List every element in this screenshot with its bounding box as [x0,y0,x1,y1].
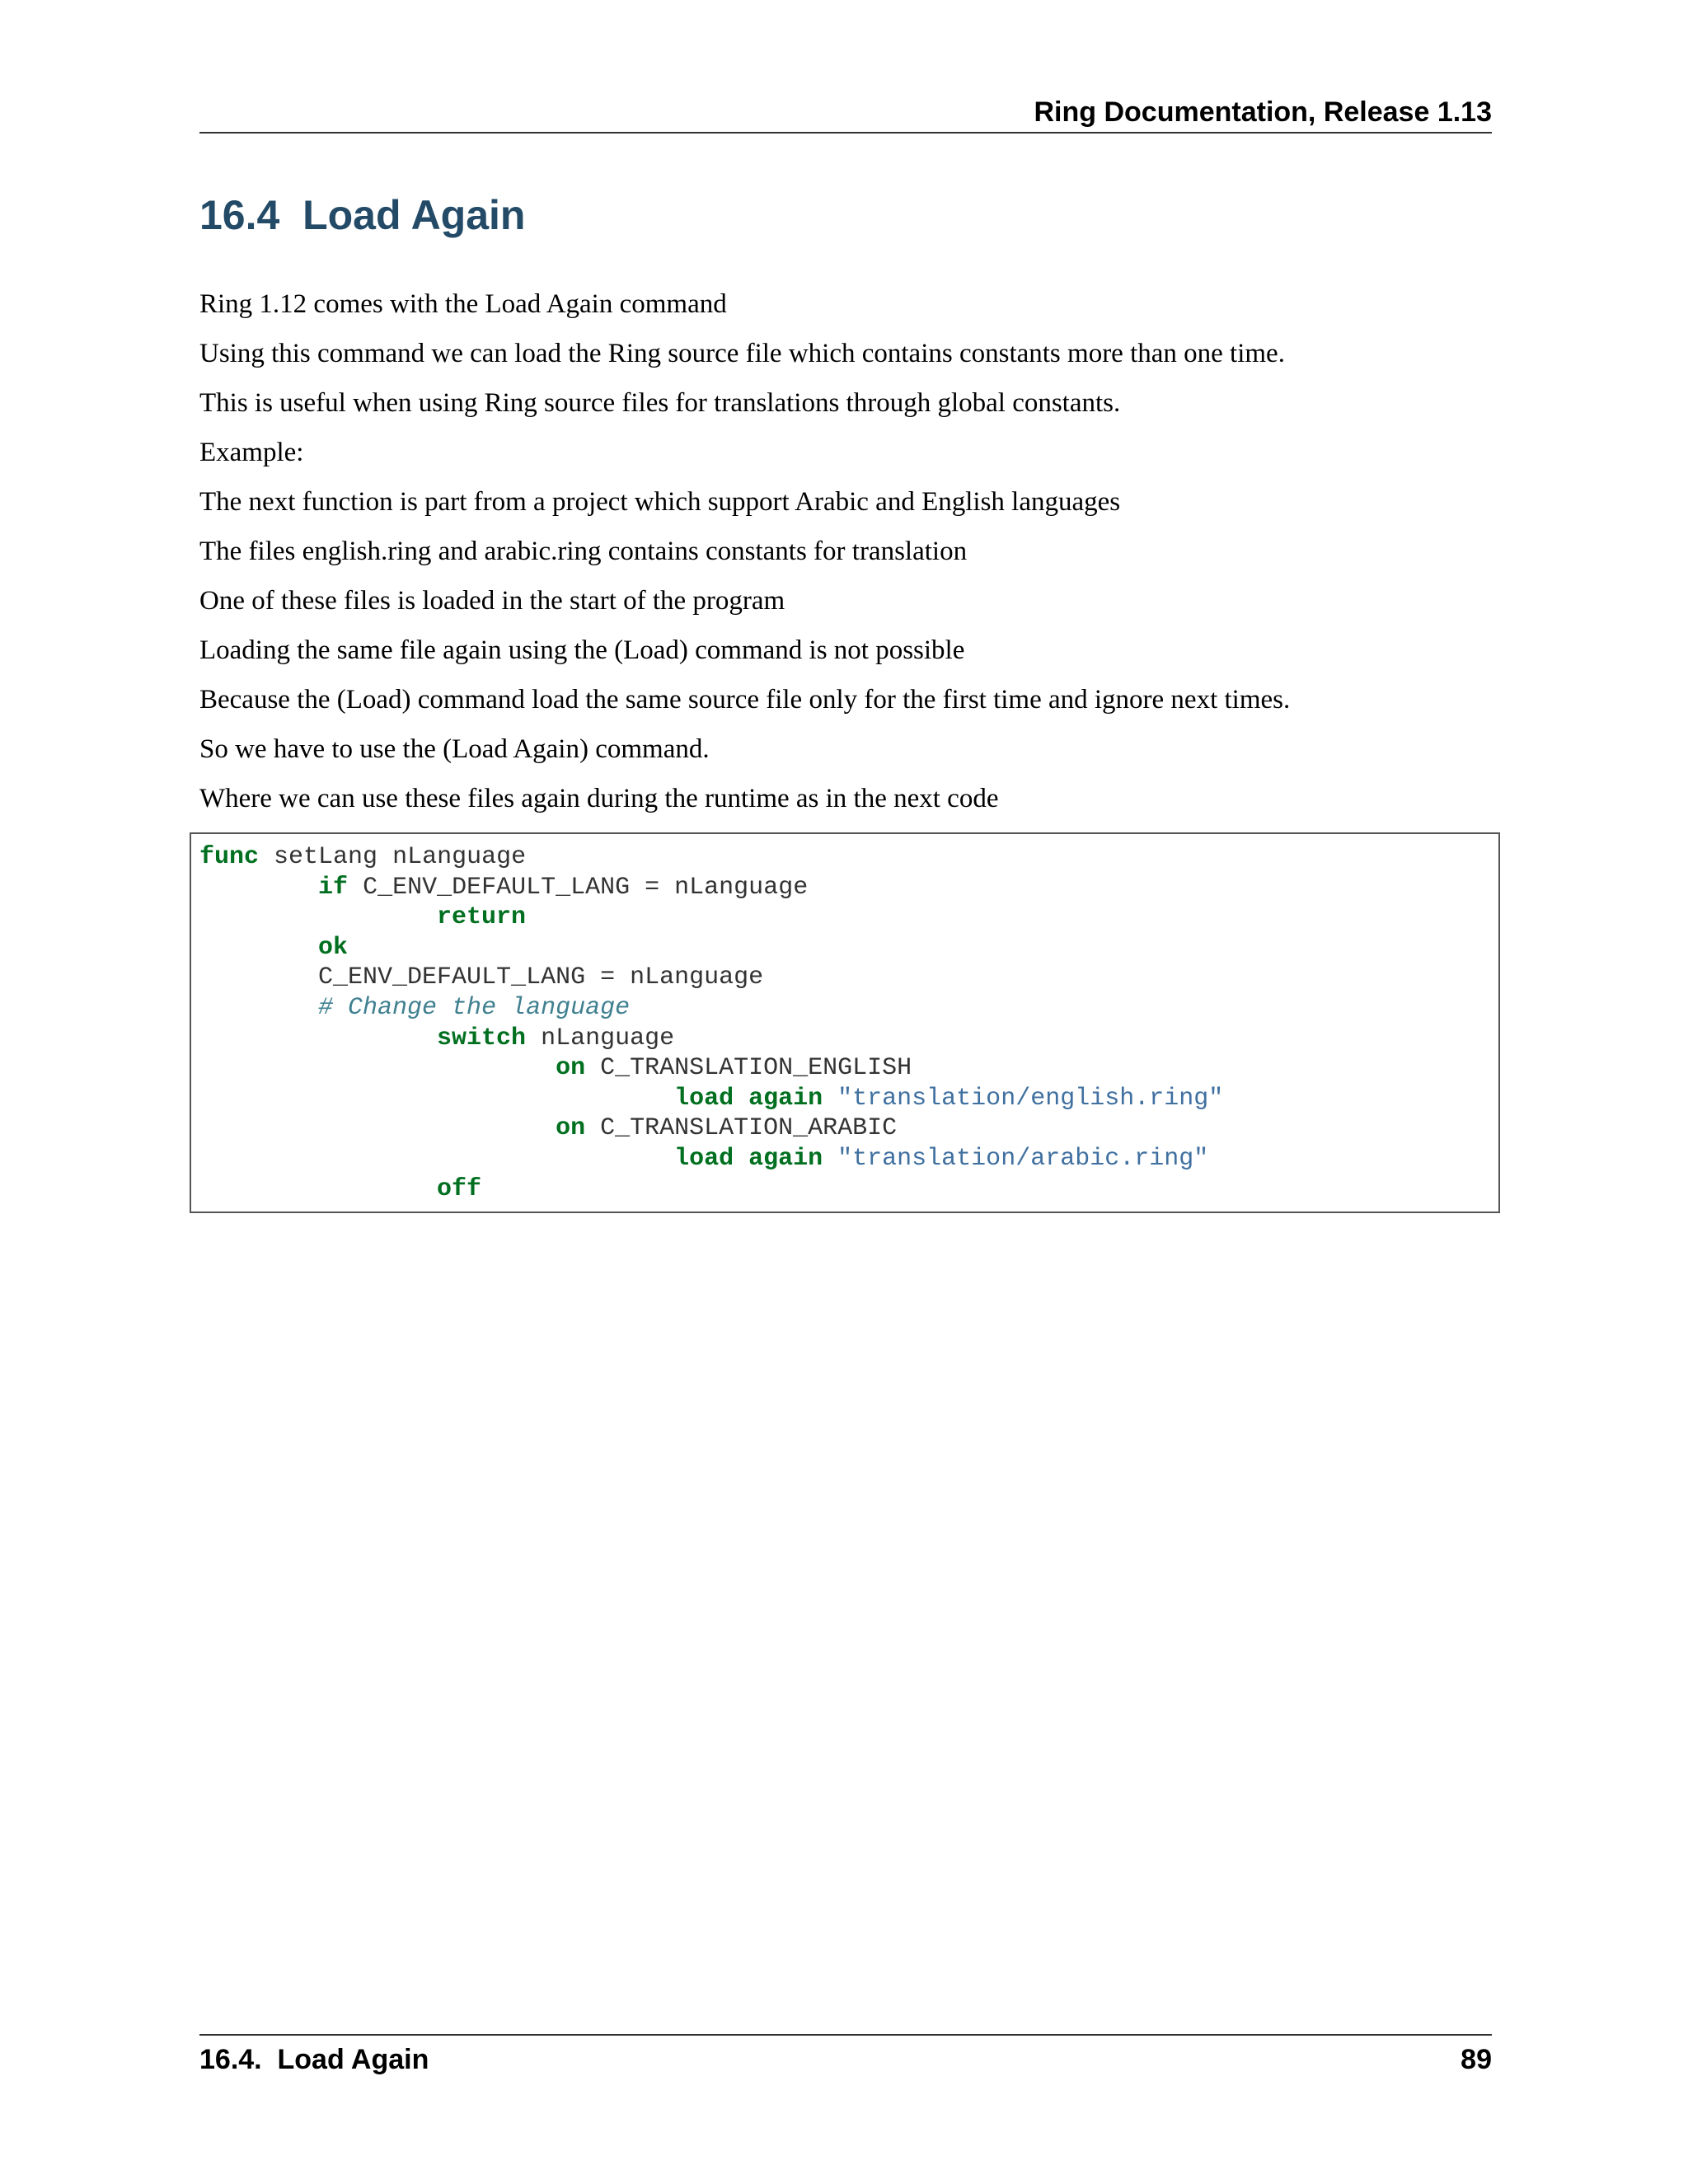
paragraph: So we have to use the (Load Again) command. [199,734,710,764]
code-line: if C_ENV_DEFAULT_LANG = nLanguage [318,873,809,902]
code-line: return [437,903,527,932]
paragraph: The next function is part from a project which support Arabic and English languages [199,487,1121,517]
code-line: func setLang nLanguage [199,843,527,871]
paragraph: Using this command we can load the Ring source file which contains constants more than one time. [199,339,1285,368]
running-footer [199,2034,1492,2076]
paragraph: This is useful when using Ring source files for translations through global constants. [199,388,1121,418]
code-line: on C_TRANSLATION_ENGLISH [556,1054,912,1083]
code-line: load again "translation/english.ring" [674,1084,1224,1113]
code-line: # Change the language [318,993,631,1022]
footer-section-title: 16.4. Load Again [199,2044,429,2075]
paragraph: The files english.ring and arabic.ring contains constants for translation [199,537,968,566]
code-line: ok [318,933,349,962]
page-number: 89 [1461,2044,1492,2075]
body-text [199,284,1492,828]
document-title: Ring Documentation, Release 1.13 [1034,96,1492,128]
running-header [199,91,1492,134]
code-block [190,832,1500,1213]
code-line: off [437,1174,482,1203]
section-title: 16.4 Load Again [199,192,526,238]
paragraph: Example: [199,438,304,467]
paragraph: Where we can use these files again during the runtime as in the next code [199,784,999,813]
code-line: switch nLanguage [437,1024,675,1052]
code-line: load again "translation/arabic.ring" [674,1144,1209,1173]
paragraph: Because the (Load) command load the same source file only for the first time and ignore next times. [199,685,1291,715]
code-line: on C_TRANSLATION_ARABIC [556,1114,898,1143]
paragraph: Loading the same file again using the (Load) command is not possible [199,635,965,665]
code-listing [191,834,1498,1212]
paragraph: Ring 1.12 comes with the Load Again command [199,289,727,319]
paragraph: One of these files is loaded in the start of the program [199,586,785,616]
code-line: C_ENV_DEFAULT_LANG = nLanguage [318,963,764,992]
